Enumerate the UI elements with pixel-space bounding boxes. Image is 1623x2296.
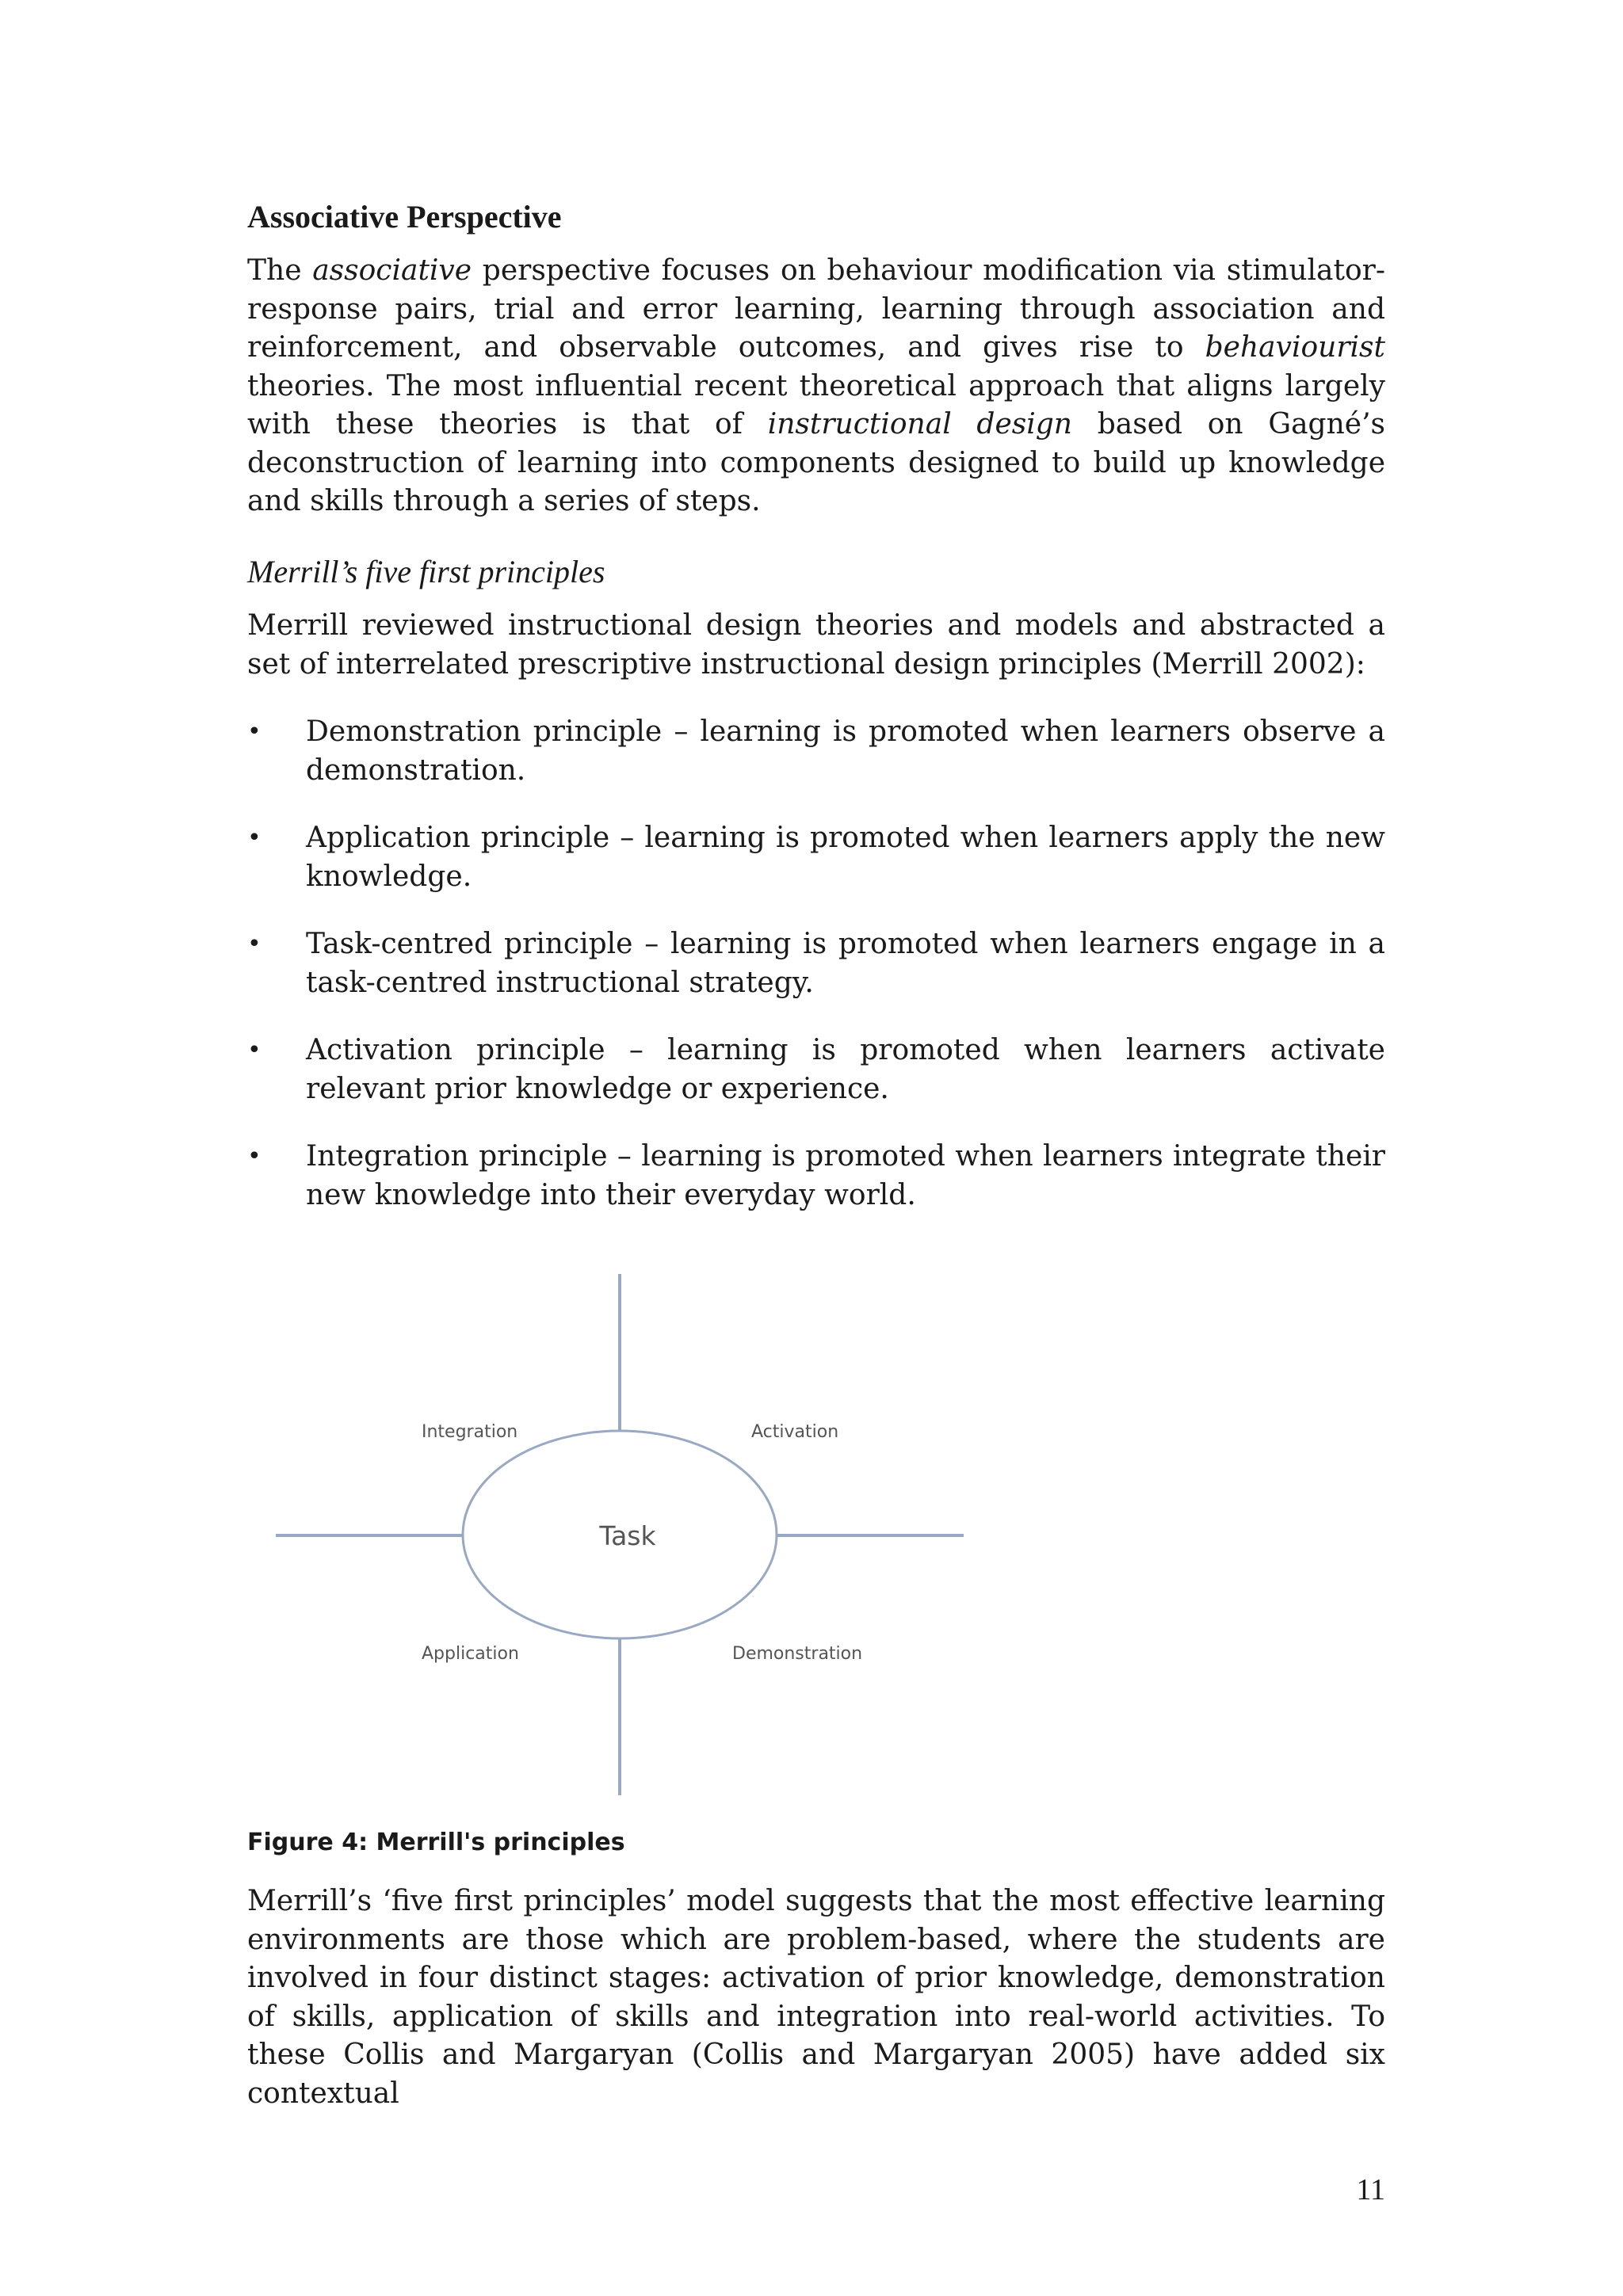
demonstration-label: Demonstration (732, 1644, 863, 1664)
paragraph-text: based on Gagné’s deconstruction of learning into components designed to build up knowledge and skills through a series of steps. (247, 408, 1386, 517)
merrill-intro-paragraph: Merrill reviewed instructional design theories and models and abstracted a set of interrelated prescriptive instructional design principles (Merrill 2002): (247, 609, 1385, 681)
list-item-text: Activation principle – learning is promoted when learners activate relevant prior knowledge or experience. (306, 1034, 1385, 1105)
bullet-icon: • (247, 930, 262, 958)
integration-label: Integration (422, 1422, 518, 1442)
list-item (247, 713, 1385, 790)
merrill-principles-diagram (269, 1268, 967, 1798)
page-number: 11 (1356, 2173, 1385, 2206)
principles-list (247, 713, 1385, 1244)
list-item-text: Integration principle – learning is promoted when learners integrate their new knowledge into their everyday world. (306, 1140, 1385, 1211)
task-label: Task (599, 1520, 656, 1551)
subsection-heading: Merrill’s five first principles (247, 554, 605, 589)
list-item (247, 819, 1385, 896)
bullet-icon: • (247, 718, 262, 746)
paragraph-text: perspective focuses on behaviour modification via stimulator-response pairs, trial and error learning, learning through association and reinforcement, and observable outcomes, and gives rise to (247, 254, 1385, 364)
section-heading: Associative Perspective (247, 199, 562, 235)
emphasis-instructional-design: instructional design (767, 408, 1072, 441)
bullet-icon: • (247, 1036, 262, 1064)
list-item-text: Demonstration principle – learning is promoted when learners observe a demonstration. (306, 715, 1385, 787)
list-item-text: Application principle – learning is promoted when learners apply the new knowledge. (306, 822, 1385, 893)
emphasis-behaviourist: behaviourist (1205, 331, 1385, 364)
application-label: Application (422, 1644, 519, 1664)
list-item (247, 1032, 1385, 1108)
list-item-text: Task-centred principle – learning is promoted when learners engage in a task-centred instructional strategy. (306, 928, 1385, 999)
bullet-icon: • (247, 824, 262, 852)
emphasis-associative: associative (312, 254, 472, 287)
figure-caption: Figure 4: Merrill's principles (247, 1829, 625, 1856)
merrill-model-paragraph: Merrill’s ‘five first principles’ model suggests that the most effective learning environments are those which are problem-based, where the students are involved in four distinct stages: activation of prior knowledge, demonstration of skills, application of skills and integration into real-world activities. To these Collis and Margaryan (Collis and Margaryan 2005) have added six contextual (247, 1885, 1385, 2110)
bullet-icon: • (247, 1142, 262, 1170)
associative-paragraph (247, 252, 1385, 521)
paragraph-text: The (247, 254, 313, 287)
activation-label: Activation (751, 1422, 839, 1442)
paragraph-text: theories. The most influential recent theoretical approach that aligns largely with these theories is that of (247, 369, 1385, 441)
list-item (247, 1138, 1385, 1215)
list-item (247, 925, 1385, 1002)
